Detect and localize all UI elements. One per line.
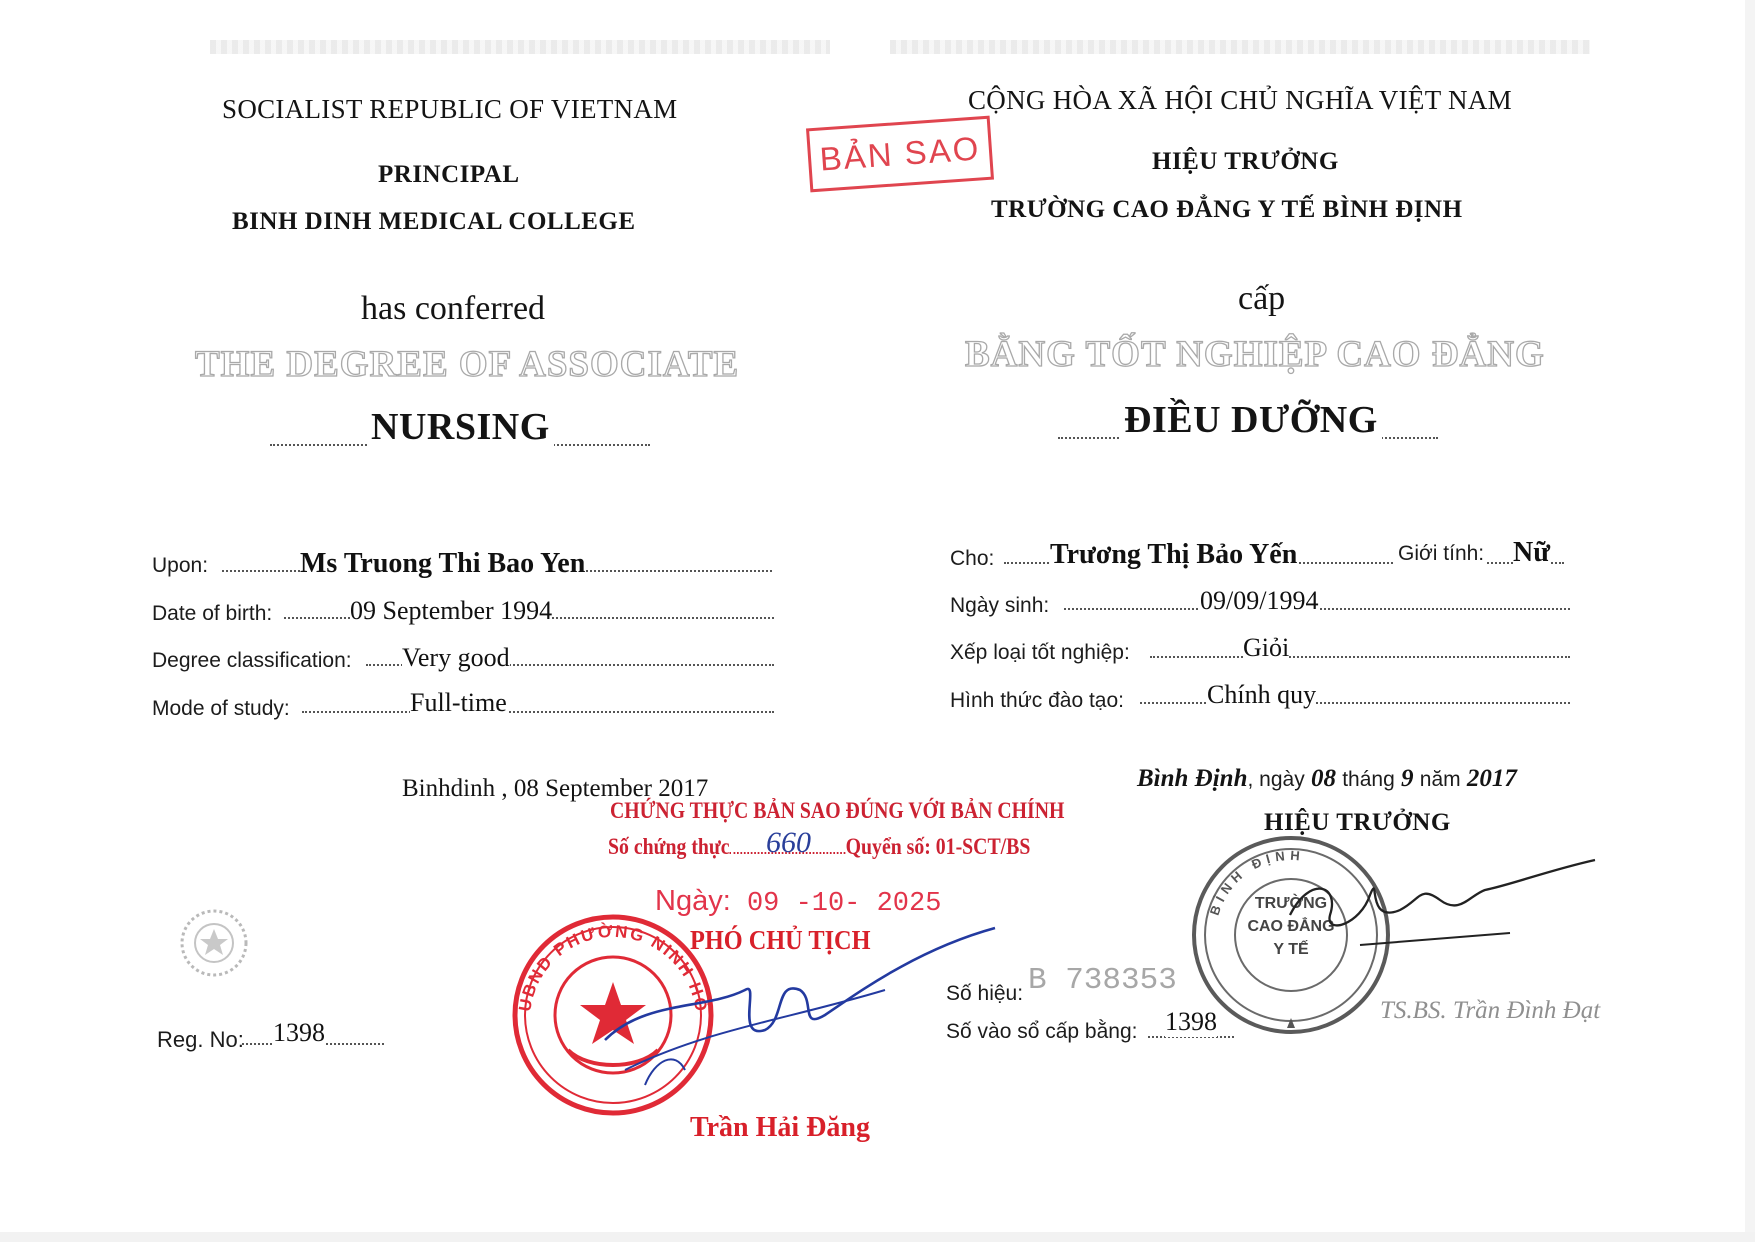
ngay-value: 08 <box>1310 765 1336 792</box>
copy-stamp: BẢN SAO <box>806 116 994 193</box>
book-value: 1398 <box>1165 1007 1217 1036</box>
serial-label: Số hiệu: <box>946 982 1024 1005</box>
gender-label: Giới tính: <box>1395 542 1487 566</box>
college-name-en: BINH DINH MEDICAL COLLEGE <box>232 208 636 235</box>
cho-value: Trương Thị Bảo Yến <box>1050 539 1298 570</box>
cert-date-value: 09 -10- 2025 <box>746 889 942 919</box>
gender-value: Nữ <box>1513 537 1551 568</box>
seal-ring-text: BÌNH ĐỊNH <box>1206 847 1306 918</box>
conferred-text-en: has conferred <box>361 290 546 327</box>
nam-label: năm <box>1419 768 1461 791</box>
seal-line: Y TẾ <box>1273 941 1309 958</box>
cert-no-label: Số chứng thực <box>608 834 730 859</box>
dob-value-vn: 09/09/1994 <box>1200 586 1319 615</box>
dob-value-en: 09 September 1994 <box>350 596 553 625</box>
date-en: 08 September 2017 <box>513 775 709 802</box>
mode-label-en: Mode of study: <box>152 697 290 720</box>
vice-chair-title: PHÓ CHỦ TỊCH <box>690 925 871 955</box>
field-dots <box>1140 702 1570 704</box>
principal-signature <box>1270 855 1600 970</box>
degree-title-en: THE DEGREE OF ASSOCIATE <box>195 344 740 385</box>
book-label: Số vào sổ cấp bằng: <box>946 1020 1138 1043</box>
major-en: NURSING <box>367 405 554 449</box>
thang-label: tháng <box>1342 768 1395 791</box>
conferred-text-vn: cấp <box>1238 280 1286 317</box>
place-en: Binhdinh <box>402 775 496 802</box>
mode-value-en: Full-time <box>410 688 507 717</box>
serial-value: B 738353 <box>1028 963 1177 998</box>
thang-value: 9 <box>1401 765 1414 792</box>
principal-name: TS.BS. Trần Đình Đạt <box>1380 997 1601 1024</box>
place-vn: Bình Định <box>1137 765 1248 792</box>
certification-heading: CHỨNG THỰC BẢN SAO ĐÚNG VỚI BẢN CHÍNH <box>610 798 1065 823</box>
field-dots <box>302 711 774 713</box>
book-no: Quyển số: 01-SCT/BS <box>845 834 1031 859</box>
seal-line: TRƯỜNG <box>1254 895 1328 912</box>
place-date-en: Binhdinh , 08 September 2017 <box>402 775 709 802</box>
classification-value-en: Very good <box>402 643 510 672</box>
classification-value-vn: Giỏi <box>1243 633 1290 662</box>
nam-value: 2017 <box>1466 765 1517 792</box>
mode-value-vn: Chính quy <box>1207 680 1317 709</box>
certification-number-line <box>608 834 1030 860</box>
signer-title-vn: HIỆU TRƯỞNG <box>1264 809 1451 836</box>
cho-label: Cho: <box>950 547 995 570</box>
principal-title-vn: HIỆU TRƯỞNG <box>1152 148 1339 175</box>
degree-title-vn: BẰNG TỐT NGHIỆP CAO ĐẲNG <box>965 334 1545 375</box>
mode-label-vn: Hình thức đào tạo: <box>950 689 1124 712</box>
upon-value: Ms Truong Thi Bao Yen <box>300 548 586 579</box>
scan-edge-right <box>1745 0 1755 1242</box>
ngay-label: , ngày <box>1247 768 1305 791</box>
classification-label-vn: Xếp loại tốt nghiệp: <box>950 641 1130 664</box>
dob-label-en: Date of birth: <box>152 602 273 625</box>
principal-title-en: PRINCIPAL <box>378 161 520 188</box>
scan-edge-bottom <box>0 1232 1755 1242</box>
cert-no-value: 660 <box>766 826 811 859</box>
place-date-vn <box>1137 765 1517 793</box>
faint-border-pattern <box>210 40 830 54</box>
college-name-vn: TRƯỜNG CAO ĐẲNG Y TẾ BÌNH ĐỊNH <box>991 196 1463 223</box>
major-vn: ĐIỀU DƯỠNG <box>1120 398 1382 442</box>
cert-date-label: Ngày: <box>655 885 731 917</box>
dob-label-vn: Ngày sinh: <box>950 594 1050 617</box>
vice-chair-signature <box>585 920 1005 1105</box>
country-header-vn: CỘNG HÒA XÃ HỘI CHỦ NGHĨA VIỆT NAM <box>968 85 1512 115</box>
classification-label-en: Degree classification: <box>152 649 352 672</box>
faint-border-pattern <box>890 40 1590 54</box>
reg-value: 1398 <box>273 1018 325 1047</box>
country-header-en: SOCIALIST REPUBLIC OF VIETNAM <box>222 94 678 124</box>
red-seal-text: UBND PHƯỜNG NINH HÒ <box>515 921 711 1015</box>
field-dots <box>1150 656 1570 658</box>
upon-label: Upon: <box>152 554 209 577</box>
seal-line: CAO ĐẲNG <box>1247 918 1335 935</box>
star-emblem-small <box>176 905 252 986</box>
reg-label: Reg. No: <box>157 1027 244 1052</box>
vice-chair-name: Trần Hải Đăng <box>690 1112 870 1143</box>
